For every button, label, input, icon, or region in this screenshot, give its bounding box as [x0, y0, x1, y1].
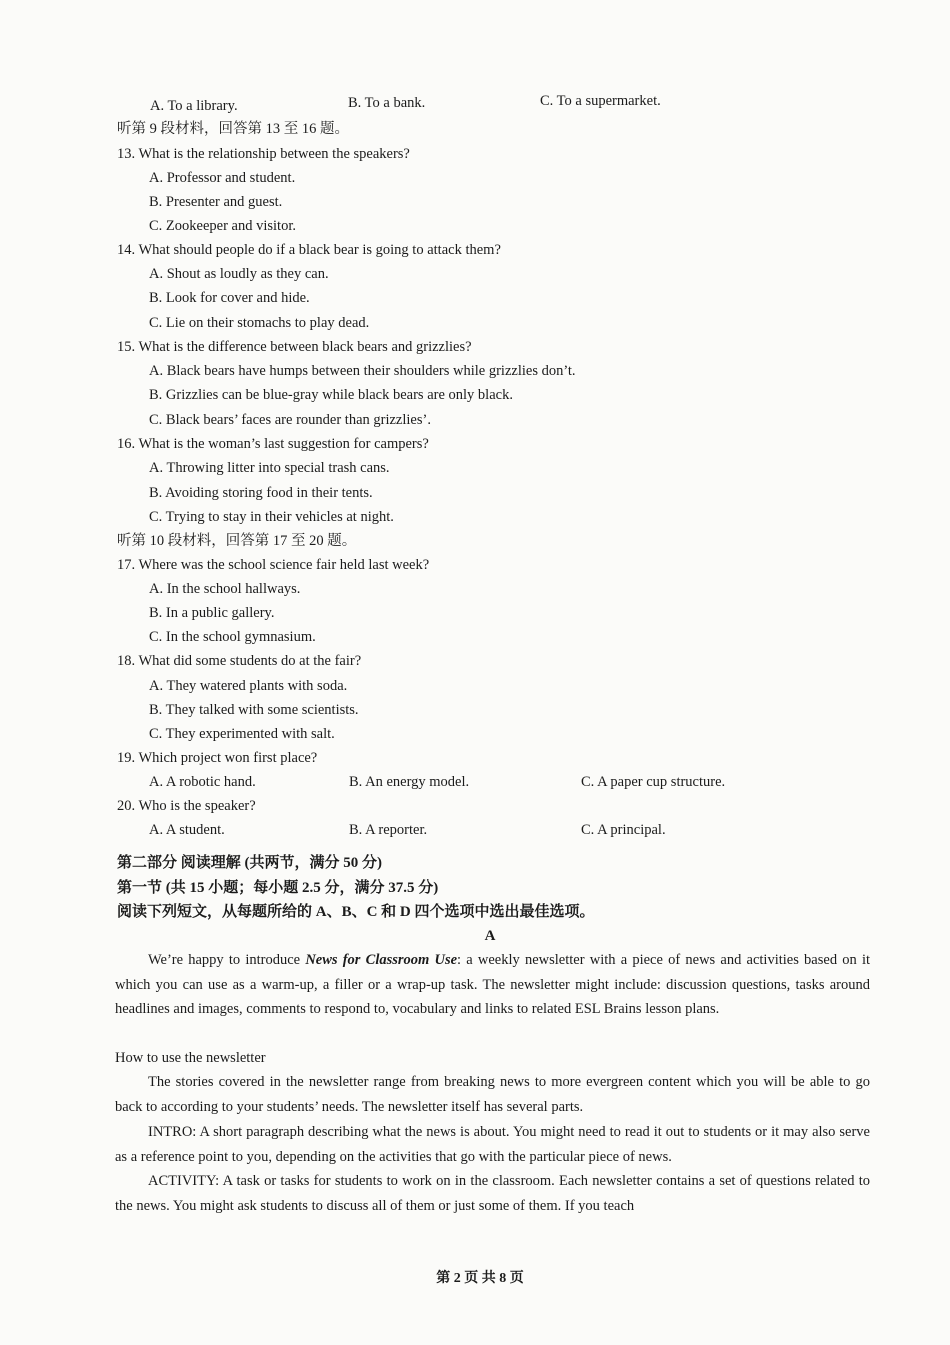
q16-option-c: C. Trying to stay in their vehicles at night. [149, 509, 394, 525]
q13-question: 13. What is the relationship between the speakers? [117, 146, 410, 162]
q13-option-c: C. Zookeeper and visitor. [149, 218, 296, 234]
part2-title: 第二部分 阅读理解 (共两节，满分 50 分) [117, 855, 382, 871]
newsletter-title: News for Classroom Use [305, 952, 458, 968]
passage-paragraph-3: INTRO: A short paragraph describing what the news is about. You might need to read it out to students or it may also serve as a reference point to you, depending on the activities that go with the particular piece of news. [115, 1124, 870, 1165]
q18-option-a: A. They watered plants with soda. [149, 678, 348, 694]
part2-instruction: 阅读下列短文，从每题所给的 A、B、C 和 D 四个选项中选出最佳选项。 [117, 904, 595, 920]
p1-text-after: : a weekly newsletter with a piece of news and activities based on it which you can use as a warm-up, a filler or a wrap-up task. The newsletter might include: discussion questions, tasks around headlines and images, comments to respond to, vocabulary and links to related ESL Brains lesson plans. [115, 952, 871, 1018]
q17-option-a: A. In the school hallways. [149, 581, 301, 597]
q14-option-b: B. Look for cover and hide. [149, 290, 310, 306]
q19-option-c: C. A paper cup structure. [581, 774, 726, 790]
section9-instruction: 听第 9 段材料，回答第 13 至 16 题。 [117, 121, 349, 137]
q16-option-a: A. Throwing litter into special trash cans. [149, 460, 390, 476]
q12-option-c: C. To a supermarket. [540, 93, 661, 109]
q19-option-a: A. A robotic hand. [149, 774, 256, 790]
q16-option-b: B. Avoiding storing food in their tents. [149, 485, 373, 501]
q20-option-a: A. A student. [149, 822, 225, 838]
q12-option-b: B. To a bank. [348, 95, 426, 111]
q15-option-a: A. Black bears have humps between their shoulders while grizzlies don’t. [149, 363, 576, 379]
q15-question: 15. What is the difference between black bears and grizzlies? [117, 339, 472, 355]
q18-option-b: B. They talked with some scientists. [149, 702, 359, 718]
passage-subheading: How to use the newsletter [115, 1050, 266, 1066]
page-footer: 第 2 页 共 8 页 [436, 1271, 524, 1286]
q19-question: 19. Which project won first place? [117, 750, 318, 766]
q17-question: 17. Where was the school science fair held last week? [117, 557, 430, 573]
q20-option-b: B. A reporter. [349, 822, 428, 838]
section10-instruction: 听第 10 段材料，回答第 17 至 20 题。 [117, 533, 357, 549]
q14-option-c: C. Lie on their stomachs to play dead. [149, 315, 370, 331]
q17-option-c: C. In the school gymnasium. [149, 629, 316, 645]
passage-paragraph-2: The stories covered in the newsletter range from breaking news to more evergreen content which you will be able to go back to according to your students’ needs. The newsletter itself has several parts. [115, 1074, 870, 1115]
passage-paragraph-4: ACTIVITY: A task or tasks for students to work on in the classroom. Each newsletter contains a set of questions related to the news. You might ask students to discuss all of them or just some of them. If you teach [115, 1173, 870, 1214]
q17-option-b: B. In a public gallery. [149, 605, 275, 621]
q12-option-a: A. To a library. [150, 98, 238, 114]
q15-option-b: B. Grizzlies can be blue-gray while black bears are only black. [149, 387, 513, 403]
q13-option-a: A. Professor and student. [149, 170, 296, 186]
q18-question: 18. What did some students do at the fair? [117, 653, 362, 669]
q19-option-b: B. An energy model. [349, 774, 470, 790]
q15-option-c: C. Black bears’ faces are rounder than grizzlies’. [149, 412, 431, 428]
q18-option-c: C. They experimented with salt. [149, 726, 335, 742]
q14-option-a: A. Shout as loudly as they can. [149, 266, 329, 282]
q20-option-c: C. A principal. [581, 822, 666, 838]
q16-question: 16. What is the woman’s last suggestion for campers? [117, 436, 429, 452]
q20-question: 20. Who is the speaker? [117, 798, 256, 814]
part2-section1: 第一节 (共 15 小题；每小题 2.5 分，满分 37.5 分) [117, 880, 439, 896]
q13-option-b: B. Presenter and guest. [149, 194, 283, 210]
passage-letter: A [484, 928, 496, 944]
passage-paragraph-1 [115, 948, 870, 1022]
p1-text-before: We’re happy to introduce [148, 952, 306, 968]
q14-question: 14. What should people do if a black bear is going to attack them? [117, 242, 501, 258]
